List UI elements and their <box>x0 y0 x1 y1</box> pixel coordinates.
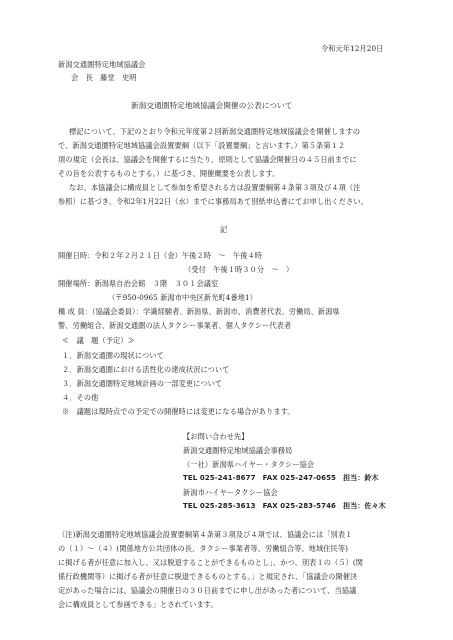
body-line-6: 参照）に基づき、令和2年1月22日（水）までに事務局あて別紙申込書にてお申し出ください。 <box>58 197 368 206</box>
document-title: 新潟交通圏特定地域協議会開催の公表について <box>131 101 293 110</box>
footnote-line-2: の（１）～（４）(関係地方公共団体の長、タクシー事業者等、労働組合等、地域住民等) <box>58 544 349 553</box>
body-line-2: で、新潟交通圏特定地域協議会設置要綱（以下「設置要綱」と言います。）第５条第１２ <box>58 141 346 150</box>
meeting-datetime: 開催日時：令和２年２月２１日（金）午後２時 ～ 午後４時 <box>58 251 263 260</box>
agenda-item: １．新潟交通圏の現状について <box>62 351 164 360</box>
body-line-1: 標記について、下記のとおり令和元年度第２回新潟交通圏特定地域協議会を開催しますの <box>69 127 361 136</box>
meeting-venue: 開催場所：新潟県自治会館 ３階 ３０１会議室 <box>58 279 219 288</box>
venue-address: （〒950-0965 新潟市中央区新光町4番地1） <box>108 293 257 302</box>
contact-association-2: 新潟市ハイヤータクシー協会 <box>183 488 278 497</box>
document-date: 令和元年12月20日 <box>321 44 384 53</box>
footnote-line-1: （注)新潟交通圏特定地域協議会設置要綱第４条第３項及び４項では、協議会には「別表１ <box>58 530 353 539</box>
body-line-3: 項の規定（会長は、協議会を開催するに当たり、原則として協議会開催日の４５日前までに <box>58 155 357 164</box>
footnote-line-5: 定があった場合には、協議会の開催日の３０日前までに申し出があった者について、当協議 <box>58 586 357 595</box>
footnote-line-6: 会に構成員として参画できる」とされています。 <box>58 600 218 609</box>
body-line-5: なお、本協議会に構成員として参加を希望される方は設置要綱第４条第３項及び４項（注 <box>69 183 361 192</box>
members-line-2: 警、労働組合、新潟交通圏の法人タクシー事業者、個人タクシー代表者 <box>58 321 292 330</box>
reception-time: （受付 午後１時３０分 ～ ） <box>184 265 294 274</box>
contact-heading: 【お問い合わせ先】 <box>183 432 249 441</box>
members-line-1: 構 成 員：（協議会委員）：学識経験者、新潟県、新潟市、消費者代表、労働局、新潟県 <box>58 307 340 316</box>
agenda-item: ２．新潟交通圏における活性化の達成状況について <box>62 365 230 374</box>
agenda-item: ４．その他 <box>62 393 99 402</box>
ki-heading: 記 <box>220 225 228 234</box>
footnote-line-3: に掲げる者が任意に加入し、又は脱退することができるものとし」、かつ、別表１の（５）(関 <box>58 558 364 567</box>
contact-office: 新潟交通圏特定地域協議会事務局 <box>183 446 293 455</box>
agenda-heading: ≪ 議 題（予定）≫ <box>62 336 135 345</box>
contact-phone-fax-2: TEL 025-285-3613 FAX 025-283-5746 担当：佐々木 <box>183 502 386 510</box>
sender-chairperson: 会 長 藤堂 史明 <box>71 73 137 82</box>
agenda-note: ※ 議題は現時点での予定での開催時には変更になる場合があります。 <box>62 407 295 416</box>
agenda-item: ３．新潟交通圏特定地域計画の一部変更について <box>62 379 223 388</box>
footnote-line-4: 係行政機関等）に掲げる者が任意に脱退できるものとする。」と規定され、「協議会の開催決 <box>58 572 358 581</box>
contact-phone-fax-1: TEL 025-241-8677 FAX 025-247-0655 担当：鈴木 <box>183 474 379 482</box>
sender-organization: 新潟交通圏特定地域協議会 <box>58 60 146 69</box>
contact-association: （一社）新潟県ハイヤー・タクシー協会 <box>183 460 315 469</box>
body-line-4: その旨を公表するものとする。）に基づき、開催概要を公表します。 <box>58 169 280 178</box>
